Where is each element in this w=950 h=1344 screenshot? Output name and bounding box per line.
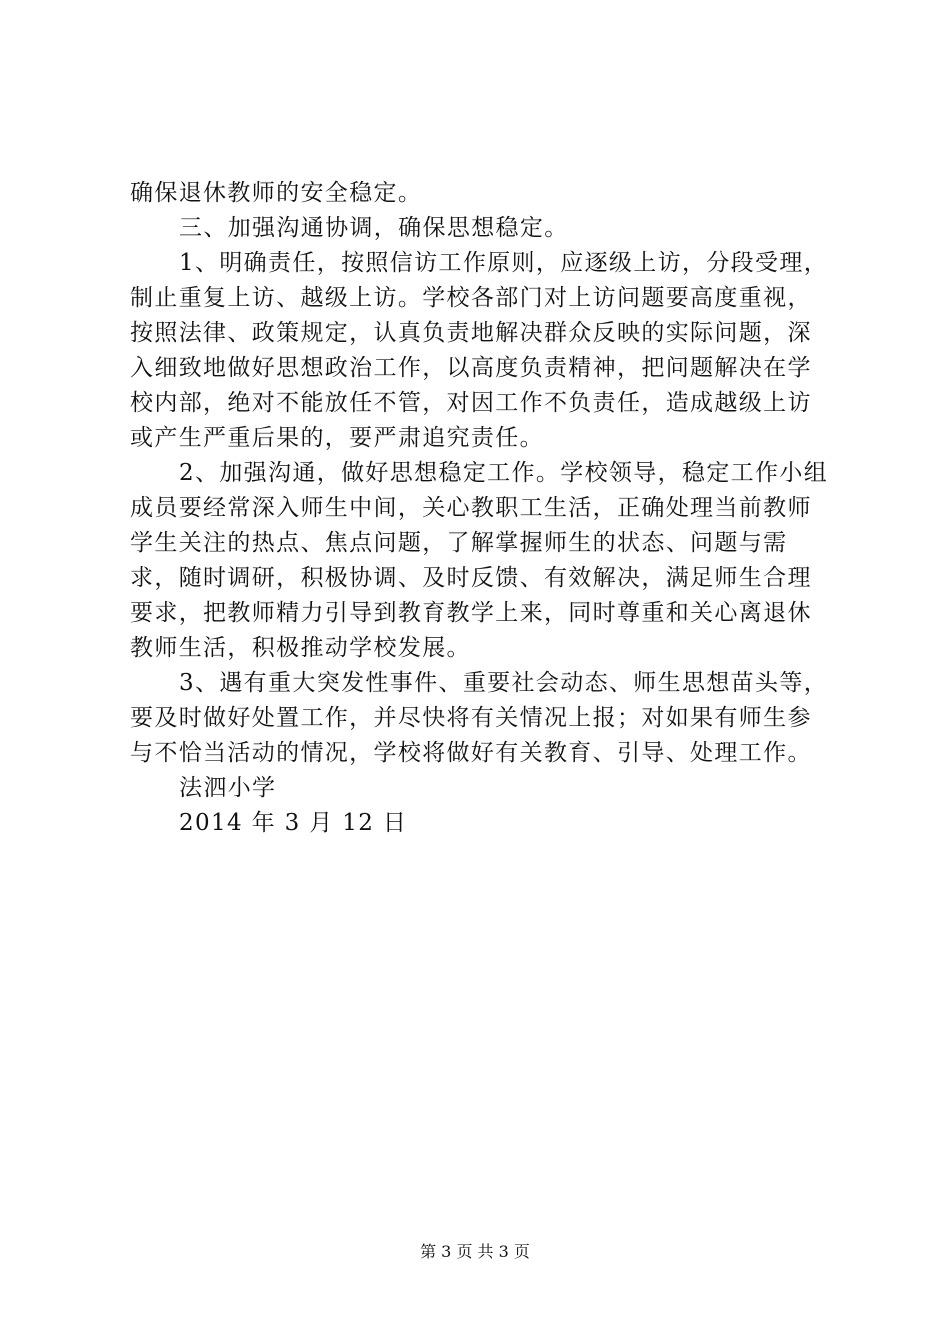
signature-date: 2014 年 3 月 12 日	[179, 810, 408, 836]
signature-organization: 法泗小学	[179, 775, 277, 801]
paragraph-item-3: 3、遇有重大突发性事件、重要社会动态、师生思想苗头等，要及时做好处置工作，并尽快将有关情况上报；对如果有师生参与不恰当活动的情况，学校将做好有关教育、引导、处理工作。	[130, 670, 829, 766]
paragraph-item-2: 2、加强沟通，做好思想稳定工作。学校领导，稳定工作小组成员要经常深入师生中间，关心教职工生活，正确处理当前教师学生关注的热点、焦点问题，了解掌握师生的状态、问题与需求，随时调研，积极协调、及时反馈、有效解决，满足师生合理要求，把教师精力引导到教育教学上来，同时尊重和关心离退休教师生活，积极推动学校发展。	[130, 460, 829, 661]
paragraph-item-1: 1、明确责任，按照信访工作原则，应逐级上访，分段受理，制止重复上访、越级上访。学校各部门对上访问题要高度重视，按照法律、政策规定，认真负责地解决群众反映的实际问题，深入细致地做好思想政治工作，以高度负责精神，把问题解决在学校内部，绝对不能放任不管，对因工作不负责任，造成越级上访或产生严重后果的，要严肃追究责任。	[130, 250, 829, 451]
page-footer: 第 3 页 共 3 页	[420, 1242, 530, 1261]
document-body	[130, 176, 830, 841]
paragraph-continuation: 确保退休教师的安全稳定。	[130, 180, 423, 206]
section-heading: 三、加强沟通协调，确保思想稳定。	[179, 215, 569, 241]
